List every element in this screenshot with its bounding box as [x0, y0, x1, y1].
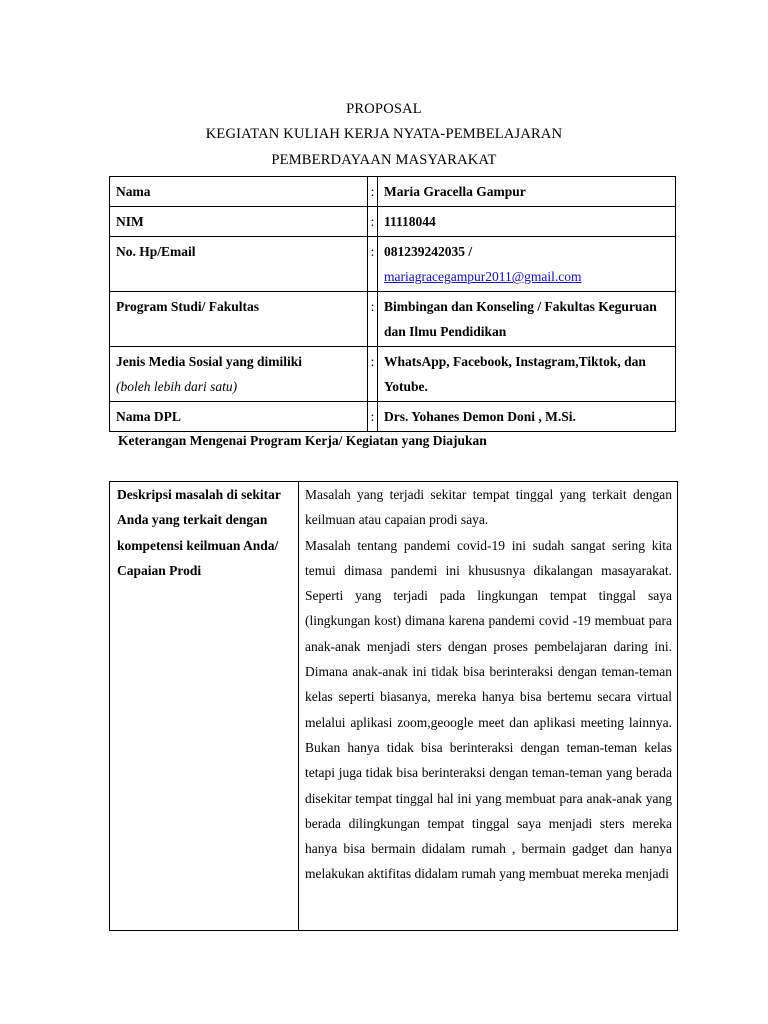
- table-row: [110, 292, 676, 347]
- identity-table: [109, 176, 676, 432]
- table-row: [110, 207, 676, 237]
- table-row: [110, 177, 676, 207]
- table-row: [110, 237, 676, 292]
- table-row: [110, 402, 676, 432]
- media-label-cell: [110, 347, 368, 402]
- prodi-value: Bimbingan dan Konseling / Fakultas Keguruan dan Ilmu Pendidikan: [378, 292, 676, 347]
- document-subtitle: KEGIATAN KULIAH KERJA NYATA-PEMBELAJARAN: [205, 126, 563, 142]
- description-body: [305, 482, 672, 930]
- phone-number: 081239242035 /: [384, 244, 473, 259]
- prodi-label: Program Studi/ Fakultas: [110, 292, 368, 347]
- nama-label: Nama: [110, 177, 368, 207]
- hp-email-value: [378, 237, 676, 292]
- document-title: PROPOSAL: [346, 101, 422, 117]
- description-cell: [299, 482, 678, 931]
- nama-value: Maria Gracella Gampur: [378, 177, 676, 207]
- separator: :: [368, 207, 378, 237]
- separator: :: [368, 292, 378, 347]
- description-paragraph-2: Masalah tentang pandemi covid-19 ini sudah sangat sering kita temui dimasa pandemi ini khususnya dikalangan masayarakat. Seperti yang terjadi pada lingkungan tempat tinggal saya (lingkungan kost) dimana karena pandemi covid -19 membuat para anak-anak menjadi sters dengan proses pembelajaran daring ini. Dimana anak-anak ini tidak bisa berinteraksi dengan teman-teman kelas seperti biasanya, mereka hanya bisa bertemu secara virtual melalui aplikasi zoom,geoogle meet dan aplikasi meeting lainnya. Bukan hanya tidak bisa berinteraksi dengan teman-teman kelas tetapi juga tidak bisa berinteraksi dengan teman-teman yang berada disekitar tempat tinggal hal ini yang membuat para anak-anak yang berada dilingkungan tempat tinggal saya menjadi sters mereka hanya bisa bermain didalam rumah , bermain gadget dan hanya melakukan aktifitas didalam rumah yang membuat mereka menjadi: [305, 537, 672, 882]
- media-note: (boleh lebih dari satu): [116, 379, 238, 394]
- table-row: [110, 482, 678, 931]
- dpl-label: Nama DPL: [110, 402, 368, 432]
- description-paragraph-1: Masalah yang terjadi sekitar tempat tinggal yang terkait dengan keilmuan atau capaian prodi saya.: [305, 487, 672, 528]
- dpl-value: Drs. Yohanes Demon Doni , M.Si.: [378, 402, 676, 432]
- media-label: Jenis Media Sosial yang dimiliki: [116, 354, 303, 369]
- table-row: [110, 347, 676, 402]
- separator: :: [368, 237, 378, 292]
- section-title: Keterangan Mengenai Program Kerja/ Kegiatan yang Diajukan: [118, 433, 487, 448]
- separator: :: [368, 402, 378, 432]
- separator: :: [368, 177, 378, 207]
- media-value: WhatsApp, Facebook, Instagram,Tiktok, dan Yotube.: [378, 347, 676, 402]
- description-label: Deskripsi masalah di sekitar Anda yang terkait dengan kompetensi keilmuan Anda/ Capaian Prodi: [110, 482, 299, 931]
- email-link[interactable]: mariagracegampur2011@gmail.com: [384, 269, 582, 284]
- separator: :: [368, 347, 378, 402]
- document-subtitle-2: PEMBERDAYAAN MASYARAKAT: [271, 152, 497, 168]
- nim-label: NIM: [110, 207, 368, 237]
- nim-value: 11118044: [378, 207, 676, 237]
- description-table: [109, 481, 678, 931]
- hp-email-label: No. Hp/Email: [110, 237, 368, 292]
